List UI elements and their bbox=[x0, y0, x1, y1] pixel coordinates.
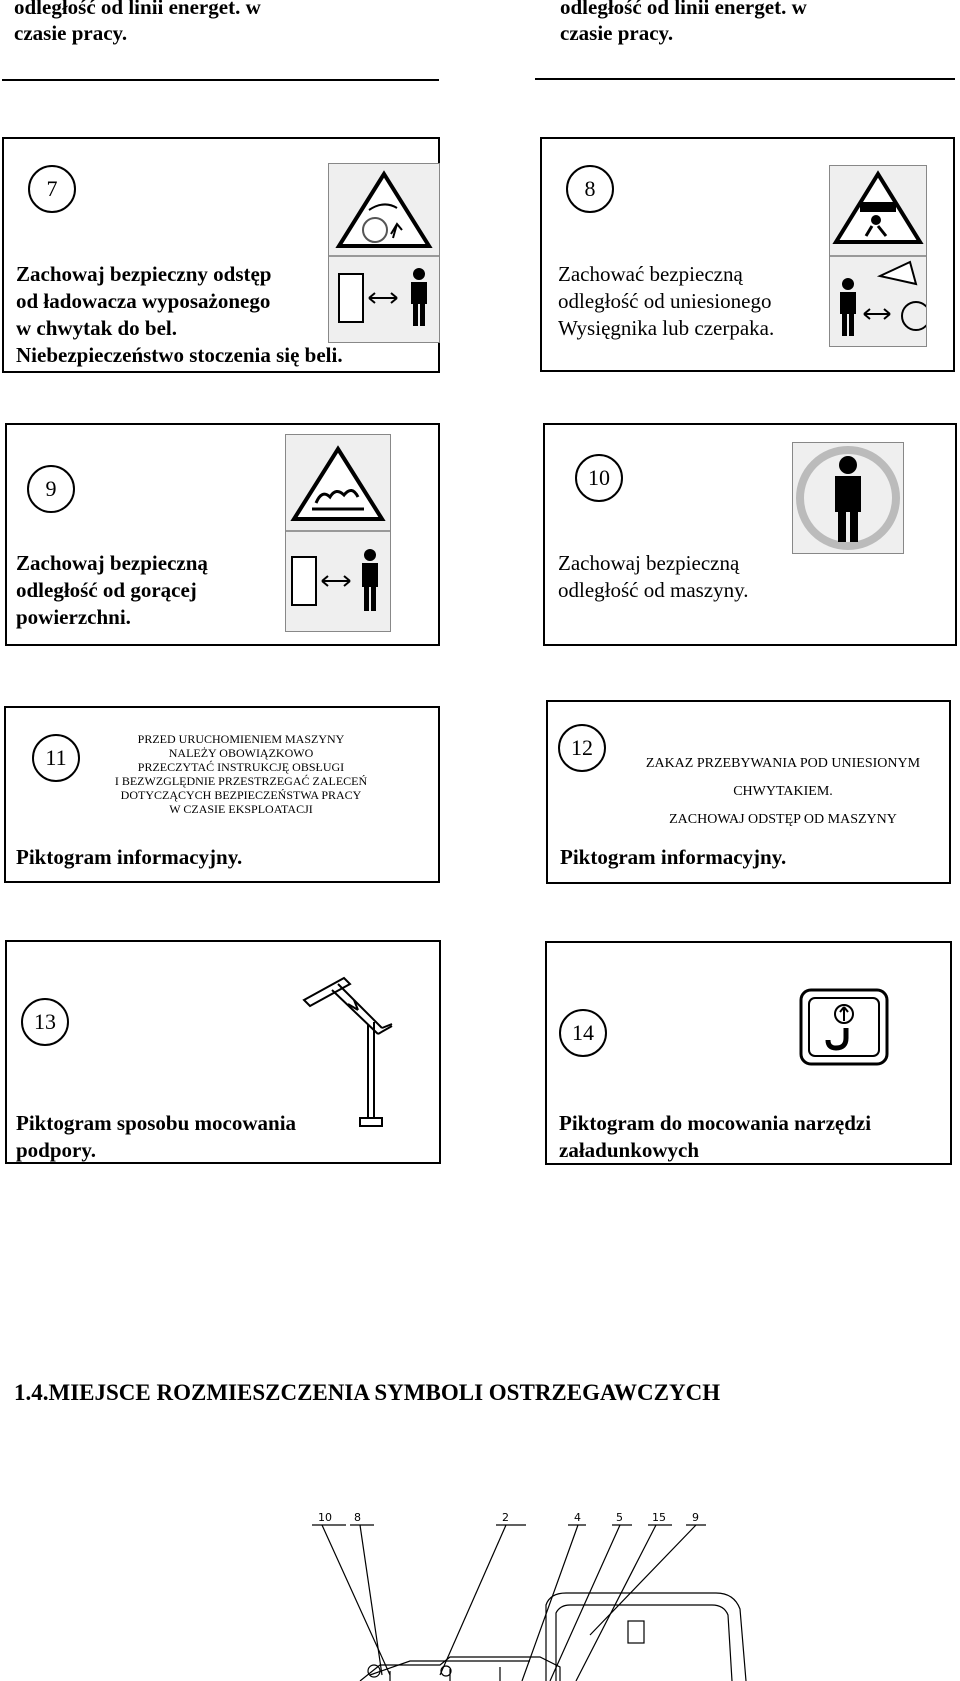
diagram-label: 10 bbox=[318, 1511, 332, 1524]
support-mounting-pictogram bbox=[302, 970, 422, 1130]
caption-line: w chwytak do bel. bbox=[16, 316, 178, 340]
diagram-label: 4 bbox=[574, 1511, 581, 1524]
caption-line: Piktogram sposobu mocowania bbox=[16, 1111, 297, 1135]
caption-line: podpory. bbox=[16, 1138, 96, 1162]
notice-line: I BEZWZGLĘDNIE PRZESTRZEGAĆ ZALECEŃ bbox=[114, 774, 368, 788]
top-left-line: czasie pracy. bbox=[14, 21, 128, 45]
top-right-line: odległość od linii energet. w bbox=[560, 0, 807, 19]
diagram-label: 8 bbox=[354, 1511, 361, 1524]
sign-12-caption: Piktogram informacyjny. bbox=[560, 845, 787, 869]
notice-line: ZACHOWAJ ODSTĘP OD MASZYNY bbox=[669, 812, 897, 827]
notice-line: DOTYCZĄCYCH BEZPIECZEŃSTWA PRACY bbox=[120, 788, 362, 802]
sign-13-box bbox=[5, 940, 441, 1164]
top-right-text bbox=[560, 0, 807, 46]
caption-line: Piktogram do mocowania narzędzi bbox=[559, 1111, 872, 1135]
keep-distance-pictogram bbox=[792, 442, 904, 554]
sign-number: 10 bbox=[575, 454, 623, 502]
top-right-rule bbox=[535, 78, 955, 80]
notice-line: PRZED URUCHOMIENIEM MASZYNY bbox=[137, 732, 345, 746]
sign-13-caption bbox=[16, 1110, 296, 1164]
diagram-label: 5 bbox=[616, 1511, 623, 1524]
sign-12-box bbox=[546, 700, 951, 884]
notice-line: W CZASIE EKSPLOATACJI bbox=[169, 802, 313, 816]
caption-line: Wysięgnika lub czerpaka. bbox=[558, 316, 775, 340]
diagram-label: 2 bbox=[502, 1511, 509, 1524]
sign-14-box bbox=[545, 941, 952, 1165]
top-right-line: czasie pracy. bbox=[560, 21, 674, 45]
notice-line: CHWYTAKIEM. bbox=[733, 784, 833, 799]
warning-pictogram-hot-surface bbox=[285, 434, 391, 632]
sign-11-caption: Piktogram informacyjny. bbox=[16, 845, 243, 869]
tool-mounting-pictogram bbox=[799, 988, 889, 1066]
top-left-line: odległość od linii energet. w bbox=[14, 0, 261, 19]
notice-line: PRZECZYTAĆ INSTRUKCJĘ OBSŁUGI bbox=[137, 760, 345, 774]
notice-line: ZAKAZ PRZEBYWANIA POD UNIESIONYM bbox=[645, 756, 921, 771]
caption-line: załadunkowych bbox=[559, 1138, 700, 1162]
diagram-label: 15 bbox=[652, 1511, 666, 1524]
sign-number: 12 bbox=[558, 724, 606, 772]
caption-line: Niebezpieczeństwo stoczenia się beli. bbox=[16, 343, 343, 367]
warning-pictogram-raised-boom bbox=[829, 165, 927, 347]
diagram-label: 9 bbox=[692, 1511, 699, 1524]
sign-7-box bbox=[2, 137, 440, 373]
top-left-rule bbox=[2, 79, 439, 81]
sign-11-box bbox=[4, 706, 440, 883]
caption-line: Zachowaj bezpieczną bbox=[16, 551, 208, 575]
caption-line: Zachowaj bezpieczną bbox=[558, 551, 740, 575]
sign-number: 9 bbox=[27, 465, 75, 513]
caption-line: odległość od uniesionego bbox=[558, 289, 772, 313]
caption-line: Zachować bezpieczną bbox=[558, 262, 743, 286]
sign-7-caption bbox=[16, 261, 343, 369]
loader-diagram bbox=[300, 1505, 780, 1681]
caption-line: Zachowaj bezpieczny odstęp bbox=[16, 262, 272, 286]
sign-number: 13 bbox=[21, 998, 69, 1046]
caption-line: odległość od maszyny. bbox=[558, 578, 749, 602]
sign-11-notice bbox=[96, 732, 386, 816]
top-left-text bbox=[14, 0, 261, 46]
sign-9-caption bbox=[16, 550, 208, 631]
caption-line: odległość od gorącej bbox=[16, 578, 197, 602]
notice-line: NALEŻY OBOWIĄZKOWO bbox=[168, 746, 314, 760]
sign-9-box bbox=[5, 423, 440, 646]
section-heading: 1.4.MIEJSCE ROZMIESZCZENIA SYMBOLI OSTRZEGAWCZYCH bbox=[14, 1380, 721, 1405]
sign-number: 14 bbox=[559, 1009, 607, 1057]
caption-line: powierzchni. bbox=[16, 605, 131, 629]
warning-pictogram-roll-bale bbox=[328, 163, 440, 343]
sign-number: 8 bbox=[566, 165, 614, 213]
sign-8-box bbox=[540, 137, 955, 372]
sign-10-box bbox=[543, 423, 957, 646]
caption-line: od ładowacza wyposażonego bbox=[16, 289, 271, 313]
sign-12-notice bbox=[616, 750, 950, 834]
sign-number: 11 bbox=[32, 734, 80, 782]
sign-8-caption bbox=[558, 261, 774, 342]
sign-14-caption bbox=[559, 1110, 871, 1164]
sign-10-caption bbox=[558, 550, 749, 604]
sign-number: 7 bbox=[28, 165, 76, 213]
